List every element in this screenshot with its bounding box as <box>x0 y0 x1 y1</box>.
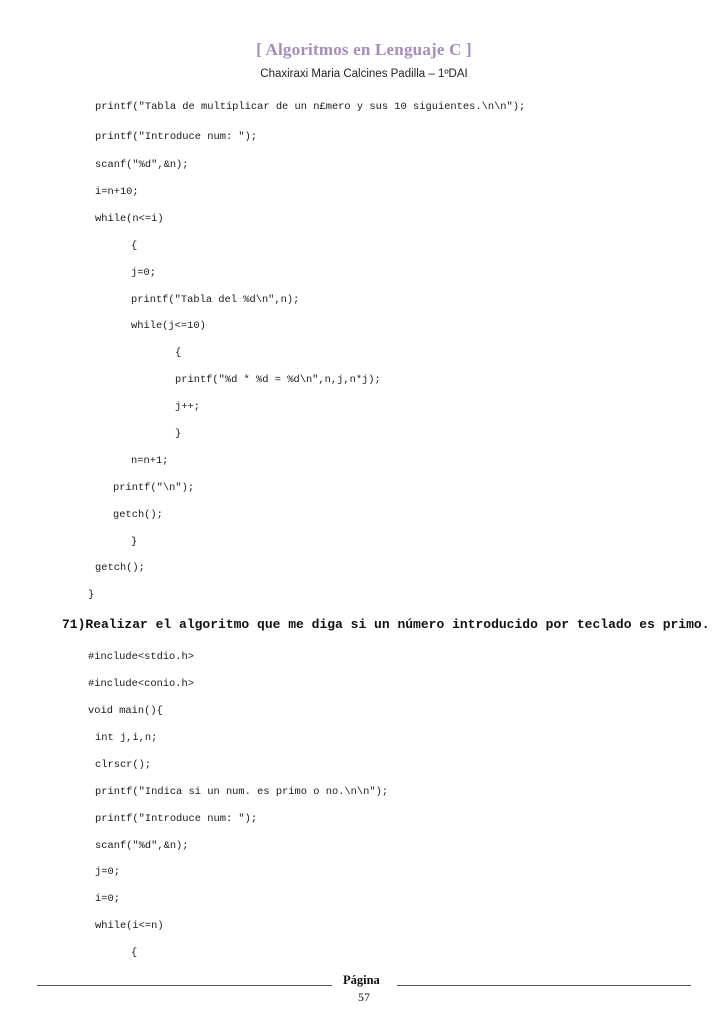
code-line: printf("Introduce num: "); <box>95 813 258 825</box>
code-line: scanf("%d",&n); <box>95 840 189 852</box>
code-line: int j,i,n; <box>95 732 158 744</box>
code-line: printf("Tabla del %d\n",n); <box>131 294 300 306</box>
code-line: while(j<=10) <box>131 320 206 332</box>
code-line: printf("Indica si un num. es primo o no.\n\n"); <box>95 786 389 798</box>
footer-page-label: Página <box>343 973 380 987</box>
code-line: getch(); <box>113 509 163 521</box>
code-line: getch(); <box>95 562 145 574</box>
code-line: j=0; <box>95 866 120 878</box>
footer-page-number: 57 <box>358 990 370 1004</box>
code-line: n=n+1; <box>131 455 169 467</box>
code-line: j=0; <box>131 267 156 279</box>
code-line: void main(){ <box>88 705 163 717</box>
document-header-author: Chaxiraxi Maria Calcines Padilla – 1ºDAI <box>260 68 468 80</box>
code-line: #include<conio.h> <box>88 678 195 690</box>
code-line: printf("Tabla de multiplicar de un n£mero y sus 10 siguientes.\n\n"); <box>95 101 526 113</box>
code-line: } <box>88 589 95 601</box>
code-line: { <box>131 947 138 959</box>
code-line: i=0; <box>95 893 120 905</box>
code-line: } <box>131 536 138 548</box>
code-line: while(i<=n) <box>95 920 164 932</box>
code-line: i=n+10; <box>95 186 139 198</box>
document-header-title: [ Algoritmos en Lenguaje C ] <box>256 40 472 59</box>
exercise-heading: 71)Realizar el algoritmo que me diga si un número introducido por teclado es primo. <box>62 617 710 632</box>
code-line: clrscr(); <box>95 759 152 771</box>
code-line: } <box>175 428 182 440</box>
footer-rule-right <box>397 985 691 986</box>
code-line: { <box>131 240 138 252</box>
footer-rule-left <box>37 985 332 986</box>
code-line: printf("\n"); <box>113 482 195 494</box>
code-line: while(n<=i) <box>95 213 164 225</box>
code-line: printf("%d * %d = %d\n",n,j,n*j); <box>175 374 381 386</box>
code-line: printf("Introduce num: "); <box>95 131 258 143</box>
code-line: #include<stdio.h> <box>88 651 195 663</box>
code-line: { <box>175 347 182 359</box>
code-line: scanf("%d",&n); <box>95 159 189 171</box>
code-line: j++; <box>175 401 200 413</box>
